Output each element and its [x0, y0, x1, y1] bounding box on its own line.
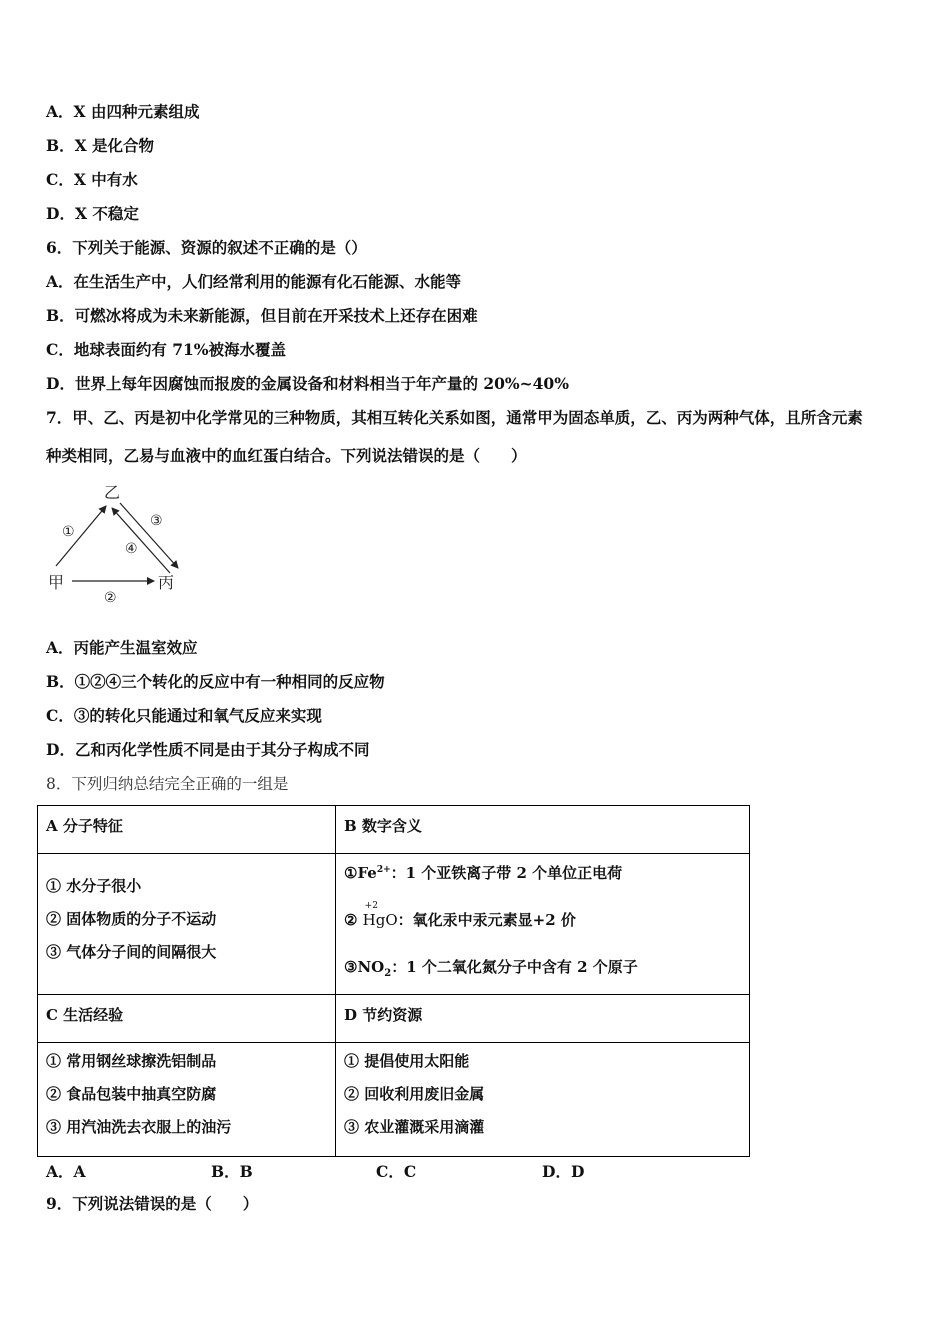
c-item-3: ③ 用汽油洗去衣服上的油污 [46, 1118, 232, 1136]
q6-option-c: C．地球表面约有 71%被海水覆盖 [46, 340, 287, 359]
q8-stem: 8．下列归纳总结完全正确的一组是 [46, 775, 289, 793]
d-item-2: ② 回收利用废旧金属 [344, 1085, 485, 1103]
q6-option-a: A．在生活生产中，人们经常利用的能源有化石能源、水能等 [46, 272, 462, 291]
q5-option-c: C．X 中有水 [46, 170, 138, 189]
q5-option-a: A．X 由四种元素组成 [46, 102, 200, 121]
b-item-2: ② +2 HgO：氧化汞中汞元素显+2 价 [344, 901, 576, 929]
label-2: ② [104, 590, 117, 606]
cell-a-header: A 分子特征 [38, 806, 336, 854]
d-item-3: ③ 农业灌溉采用滴灌 [344, 1118, 485, 1136]
cell-b-body [336, 854, 750, 995]
cell-b-header: B 数字含义 [336, 806, 750, 854]
q9-stem: 9．下列说法错误的是（ ） [46, 1194, 259, 1213]
label-1: ① [62, 524, 75, 540]
q5-option-b: B．X 是化合物 [46, 136, 155, 155]
d-item-1: ① 提倡使用太阳能 [344, 1052, 470, 1070]
q7-option-c: C．③的转化只能通过和氧气反应来实现 [46, 706, 322, 725]
a-item-3: ③ 气体分子间的间隔很大 [46, 943, 217, 961]
q8-answer-c: C．C [376, 1162, 417, 1181]
q6-option-b: B．可燃冰将成为未来新能源，但目前在开采技术上还存在困难 [46, 306, 478, 325]
arrow-3 [120, 503, 178, 568]
q7-option-a: A．丙能产生温室效应 [46, 638, 198, 657]
a-item-1: ① 水分子很小 [46, 877, 142, 895]
q5-option-d: D．X 不稳定 [46, 204, 139, 223]
q8-answer-b: B．B [211, 1162, 253, 1181]
node-bing: 丙 [158, 573, 175, 592]
q8-summary-table [37, 805, 750, 1157]
cell-d-body [336, 1043, 750, 1157]
q7-stem-line1: 7．甲、乙、丙是初中化学常见的三种物质，其相互转化关系如图，通常甲为固态单质，乙、丙为两种气体，且所含元素 [46, 408, 863, 427]
c-item-2: ② 食品包装中抽真空防腐 [46, 1085, 217, 1103]
cell-c-header: C 生活经验 [38, 995, 336, 1043]
hgo-formula: +2 HgO [362, 901, 398, 929]
cell-d-header: D 节约资源 [336, 995, 750, 1043]
q7-stem-line2: 种类相同，乙易与血液中的血红蛋白结合。下列说法错误的是（ ） [46, 446, 527, 465]
q8-answer-d: D．D [542, 1162, 585, 1181]
q7-conversion-diagram [44, 478, 194, 608]
cell-a-body [38, 854, 336, 995]
b-item-1: $①Fe^{2+}$：1 个亚铁离子带 2 个单位正电荷 [344, 864, 623, 882]
label-4: ④ [125, 541, 138, 557]
a-item-2: ② 固体物质的分子不运动 [46, 910, 217, 928]
q7-option-d: D．乙和丙化学性质不同是由于其分子构成不同 [46, 740, 370, 759]
q6-option-d: D．世界上每年因腐蚀而报废的金属设备和材料相当于年产量的 20%~40% [46, 374, 569, 393]
node-jia: 甲 [48, 573, 65, 592]
c-item-1: ① 常用钢丝球擦洗铝制品 [46, 1052, 217, 1070]
q7-option-b: B．①②④三个转化的反应中有一种相同的反应物 [46, 672, 385, 691]
b-item-3: $③NO_2$：1 个二氧化氮分子中含有 2 个原子 [344, 958, 638, 979]
label-3: ③ [150, 513, 163, 529]
node-yi: 乙 [104, 483, 121, 502]
cell-c-body [38, 1043, 336, 1157]
q6-stem: 6．下列关于能源、资源的叙述不正确的是（） [46, 238, 367, 257]
q8-answer-a: A．A [46, 1162, 86, 1181]
